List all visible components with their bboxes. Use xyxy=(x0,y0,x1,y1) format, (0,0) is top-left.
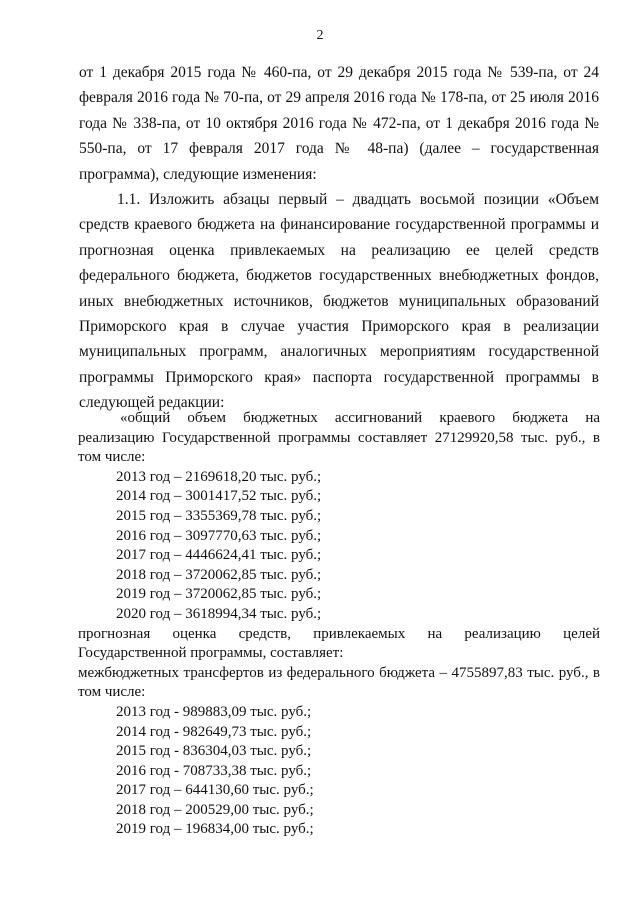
federal-year-item: 2019 год – 196834,00 тыс. руб.; xyxy=(116,821,314,838)
page-number: 2 xyxy=(316,28,324,43)
resolution-list-paragraph: от 1 декабря 2015 года № 460-па, от 29 декабря 2015 года № 539-па, от 24 февраля 2016 года № 70-па, от 29 апреля 2016 года № 178-па, от 25 июля 2016 года № 338-па, от 10 октября 2016 года № 472-па, от 1 декабря 2016 года № 550-па, от 17 февраля 2017 года № 48-па) (далее – государственная программа), следующие изменения: xyxy=(79,64,599,183)
funding-passport-block xyxy=(78,409,600,840)
federal-year-item: 2014 год - 982649,73 тыс. руб.; xyxy=(116,723,312,740)
item-1-1-paragraph: 1.1. Изложить абзацы первый – двадцать восьмой позиции «Объем средств краевого бюджета на финансирование государственной программы и прогнозная оценка привлекаемых на реализацию ее целей средств федерального бюджета, бюджетов государственных внебюджетных фондов, иных внебюджетных источников, бюджетов муниципальных образований Приморского края в случае участия Приморского края в реализации муниципальных программ, аналогичных мероприятиям государственной программы Приморского края» паспорта государственной программы в следующей редакции: xyxy=(79,191,599,412)
regional-year-item: 2015 год – 3355369,78 тыс. руб.; xyxy=(116,507,322,524)
amendment-intro-block xyxy=(79,60,599,416)
regional-budget-year-list xyxy=(78,468,600,625)
regional-year-item: 2017 год – 4446624,41 тыс. руб.; xyxy=(116,547,322,564)
regional-year-item: 2016 год – 3097770,63 тыс. руб.; xyxy=(116,527,322,544)
regional-year-item: 2013 год – 2169618,20 тыс. руб.; xyxy=(116,468,322,485)
federal-budget-year-list xyxy=(78,703,600,840)
federal-year-item: 2017 год – 644130,60 тыс. руб.; xyxy=(116,782,314,799)
regional-year-item: 2018 год – 3720062,85 тыс. руб.; xyxy=(116,566,322,583)
forecast-paragraph: прогнозная оценка средств, привлекаемых на реализацию целей Государственной программы, составляет: xyxy=(78,625,600,662)
federal-year-item: 2018 год – 200529,00 тыс. руб.; xyxy=(116,801,314,818)
regional-year-item: 2014 год – 3001417,52 тыс. руб.; xyxy=(116,488,322,505)
federal-year-item: 2013 год - 989883,09 тыс. руб.; xyxy=(116,703,312,720)
federal-transfers-paragraph: межбюджетных трансфертов из федерального бюджета – 4755897,83 тыс. руб., в том числе: xyxy=(78,664,600,701)
regional-year-item: 2019 год – 3720062,85 тыс. руб.; xyxy=(116,586,322,603)
regional-year-item: 2020 год – 3618994,34 тыс. руб.; xyxy=(116,605,322,622)
federal-year-item: 2016 год - 708733,38 тыс. руб.; xyxy=(116,762,312,779)
federal-year-item: 2015 год - 836304,03 тыс. руб.; xyxy=(116,743,312,760)
total-budget-paragraph: «общий объем бюджетных ассигнований краевого бюджета на реализацию Государственной программы составляет 27129920,58 тыс. руб., в том числе: xyxy=(78,410,600,466)
